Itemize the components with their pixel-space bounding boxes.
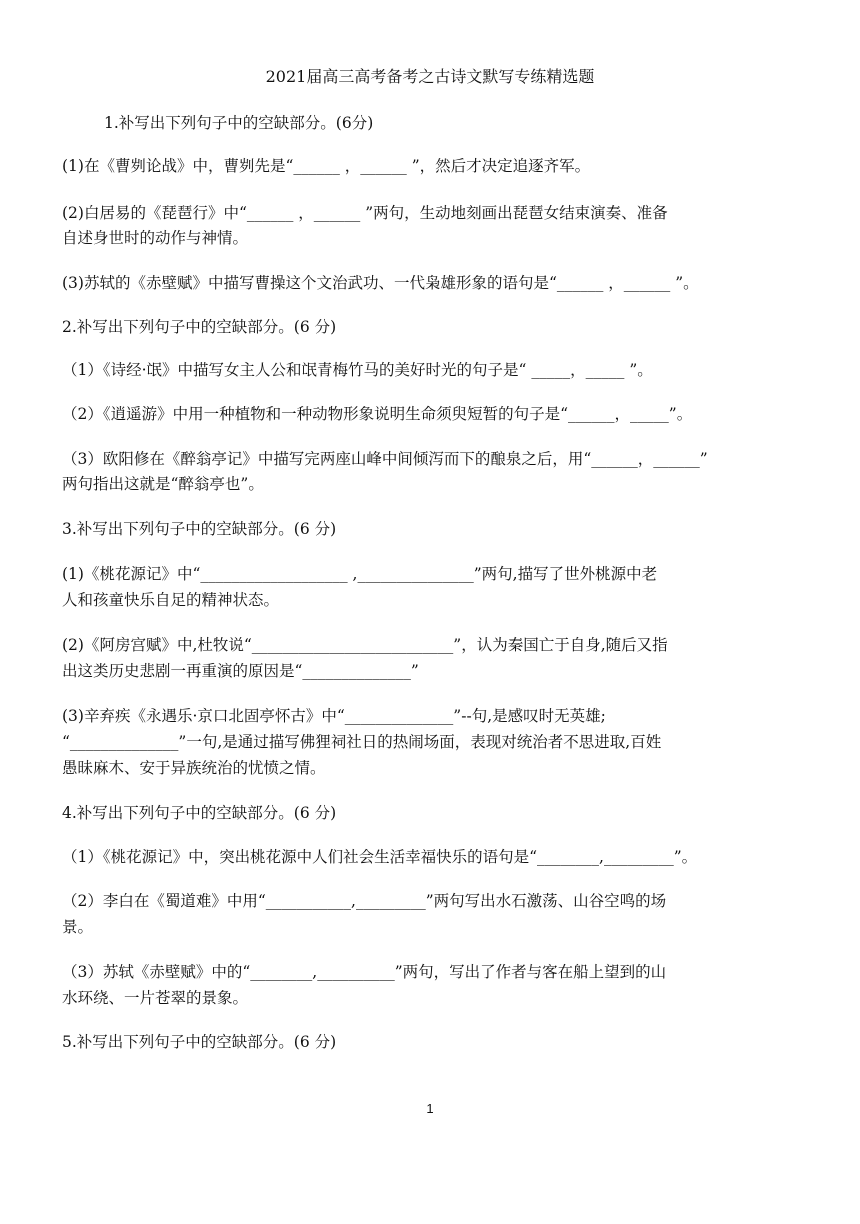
question-line: (1)《桃花源记》中“___________________ ,_______________”两句,描写了世外桃源中老 xyxy=(62,565,658,583)
question-line: （1）《桃花源记》中，突出桃花源中人们社会生活幸福快乐的语句是“________,_________”。 xyxy=(62,848,698,866)
question-line: (2)《阿房宫赋》中,杜牧说“__________________________”，认为秦国亡于自身,随后又指 xyxy=(62,636,668,654)
question-line: 景。 xyxy=(62,918,94,936)
question-line: “______________”一句,是通过描写佛狸祠社日的热闹场面，表现对统治者不思进取,百姓 xyxy=(62,733,662,751)
question-line: 出这类历史悲剧一再重演的原因是“______________” xyxy=(62,662,419,680)
question-line: （1）《诗经·氓》中描写女主人公和氓青梅竹马的美好时光的句子是“ _____，_____ ”。 xyxy=(62,361,653,379)
question-line: 2.补写出下列句子中的空缺部分。(6 分) xyxy=(62,318,337,336)
question-line: (1)在《曹刿论战》中，曹刿先是“______ ，______ ”，然后才决定追逐齐军。 xyxy=(62,157,591,175)
question-line: 1.补写出下列句子中的空缺部分。(6分) xyxy=(104,114,374,132)
question-line: 人和孩童快乐自足的精神状态。 xyxy=(62,591,280,609)
question-line: （3）欧阳修在《醉翁亭记》中描写完两座山峰中间倾泻而下的酿泉之后，用“______，______” xyxy=(62,450,708,468)
question-line: 愚昧麻木、安于异族统治的忧愤之情。 xyxy=(62,759,326,777)
question-line: (3)辛弃疾《永遇乐·京口北固亭怀古》中“______________”--句,是感叹时无英雄; xyxy=(62,707,606,725)
question-line: （3）苏轼《赤壁赋》中的“________,__________”两句，写出了作者与客在船上望到的山 xyxy=(62,963,667,981)
question-line: (2)白居易的《琵琶行》中“______ ，______ ”两句，生动地刻画出琵琶女结束演奏、准备 xyxy=(62,204,668,222)
question-line: 水环绕、一片苍翠的景象。 xyxy=(62,989,249,1007)
question-line: （2）李白在《蜀道难》中用“___________,_________”两句写出水石激荡、山谷空鸣的场 xyxy=(62,892,667,910)
document-title: 2021届高三高考备考之古诗文默写专练精选题 xyxy=(265,67,595,86)
question-line: 4.补写出下列句子中的空缺部分。(6 分) xyxy=(62,804,337,822)
question-line: 两句指出这就是“醉翁亭也”。 xyxy=(62,475,264,493)
question-line: (3)苏轼的《赤壁赋》中描写曹操这个文治武功、一代枭雄形象的语句是“______ ，______ ”。 xyxy=(62,274,699,292)
question-line: 3.补写出下列句子中的空缺部分。(6 分) xyxy=(62,520,337,538)
question-line: 自述身世时的动作与神情。 xyxy=(62,229,249,247)
page-number: 1 xyxy=(426,1101,434,1116)
question-line: （2）《逍遥游》中用一种植物和一种动物形象说明生命须臾短暂的句子是“______，_____”。 xyxy=(62,405,693,423)
question-line: 5.补写出下列句子中的空缺部分。(6 分) xyxy=(62,1033,337,1051)
